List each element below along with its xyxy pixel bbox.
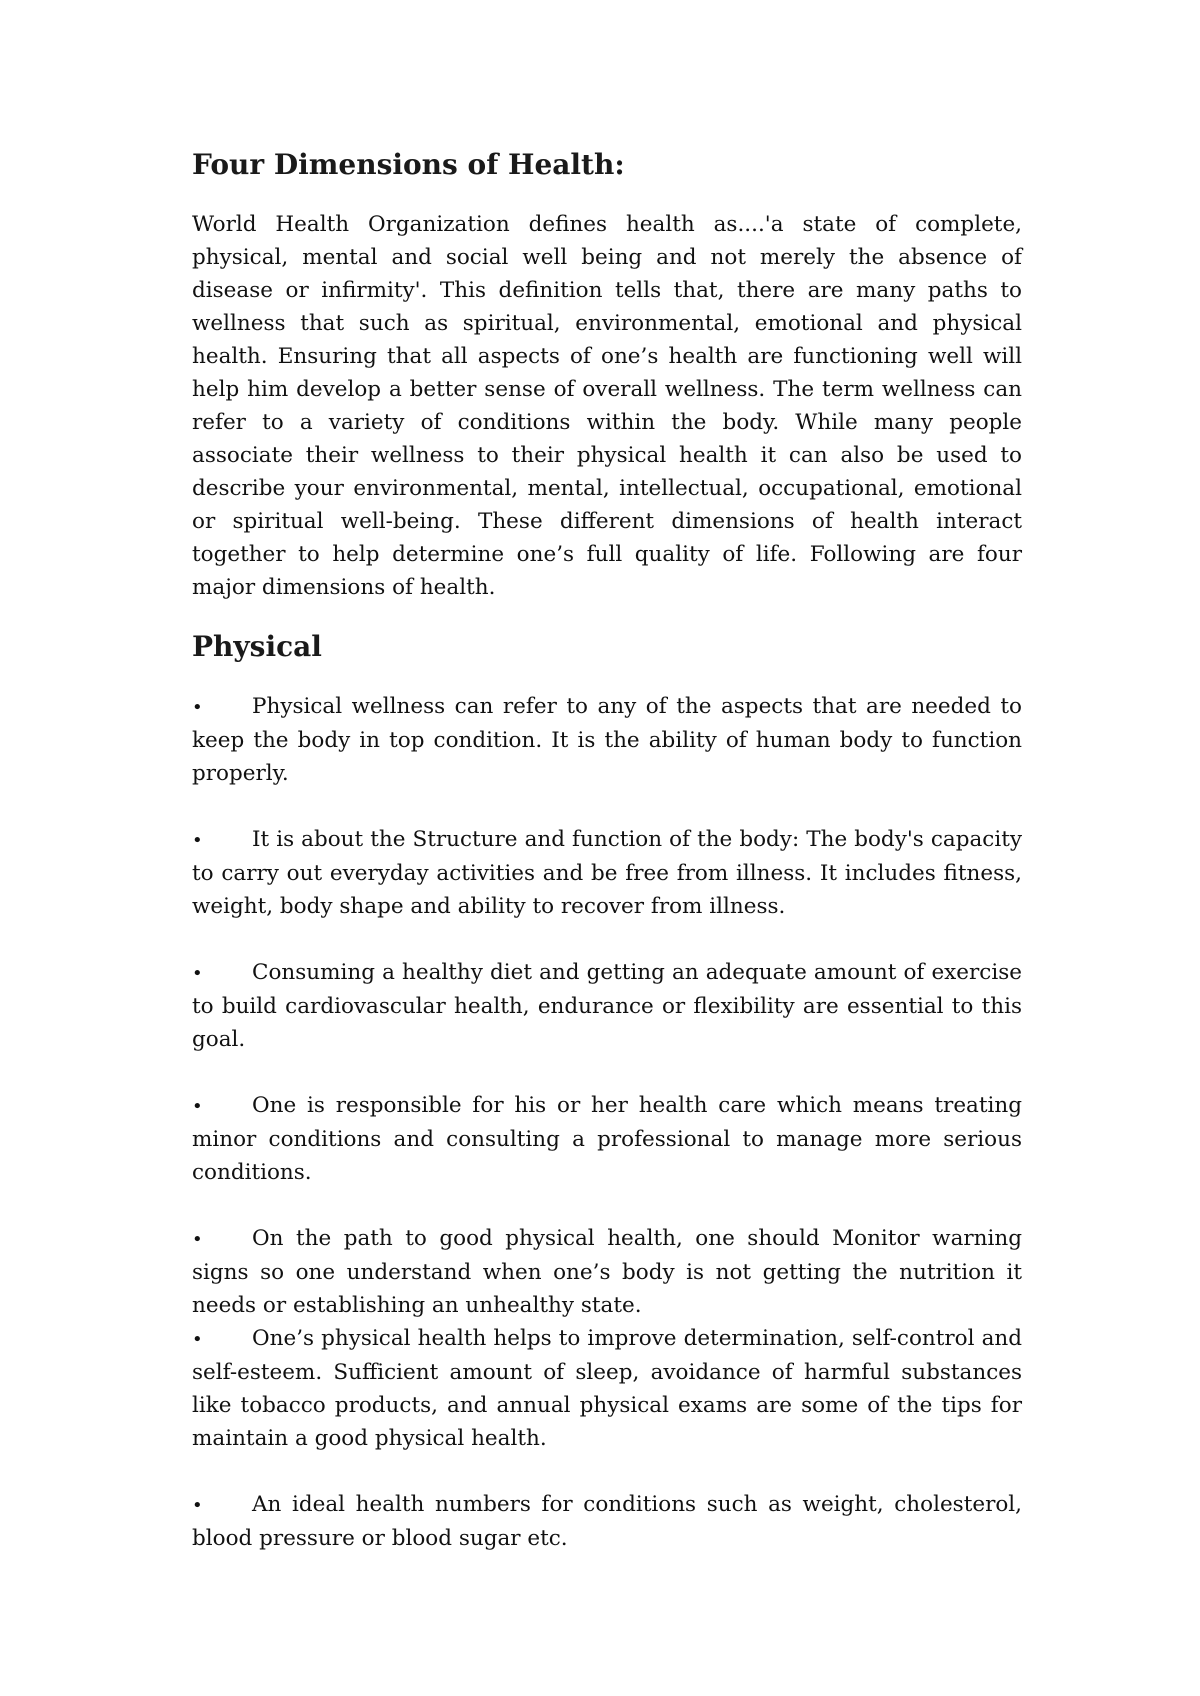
- bullet-item: [192, 1222, 1022, 1322]
- page-title: Four Dimensions of Health:: [192, 148, 625, 181]
- bullet-icon: •: [192, 1495, 203, 1516]
- section-heading-physical: Physical: [192, 630, 322, 663]
- bullet-item: [192, 823, 1022, 923]
- bullet-text: One’s physical health helps to improve determination, self-control and self-esteem. Sufficient amount of sleep, avoidance of harmful substances like tobacco products, and annual physical exams are some of the tips for maintain a good physical health.: [192, 1326, 1022, 1451]
- bullet-text: One is responsible for his or her health care which means treating minor conditions and consulting a professional to manage more serious conditions.: [192, 1093, 1022, 1185]
- bullet-text: Physical wellness can refer to any of the aspects that are needed to keep the body in top condition. It is the ability of human body to function properly.: [192, 694, 1022, 786]
- bullet-icon: •: [192, 963, 203, 984]
- bullet-text: It is about the Structure and function of the body: The body's capacity to carry out everyday activities and be free from illness. It includes fitness, weight, body shape and ability to recover from illness.: [192, 827, 1022, 919]
- bullet-item: [192, 690, 1022, 790]
- bullet-text: Consuming a healthy diet and getting an adequate amount of exercise to build cardiovascular health, endurance or flexibility are essential to this goal.: [192, 960, 1022, 1052]
- bullet-item: [192, 956, 1022, 1056]
- bullet-item: [192, 1089, 1022, 1189]
- bullet-icon: •: [192, 1096, 203, 1117]
- bullet-icon: •: [192, 1229, 203, 1250]
- bullet-item: [192, 1488, 1022, 1555]
- bullet-text: On the path to good physical health, one should Monitor warning signs so one understand when one’s body is not getting the nutrition it needs or establishing an unhealthy state.: [192, 1226, 1022, 1318]
- bullet-item: [192, 1322, 1022, 1455]
- document-page: [192, 148, 1022, 1555]
- bullet-icon: •: [192, 1329, 203, 1350]
- bullet-icon: •: [192, 830, 203, 851]
- bullet-icon: •: [192, 697, 203, 718]
- bullet-text: An ideal health numbers for conditions such as weight, cholesterol, blood pressure or blood sugar etc.: [192, 1492, 1022, 1551]
- intro-paragraph: World Health Organization defines health as....'a state of complete, physical, mental and social well being and not merely the absence of disease or infirmity'. This definition tells that, there are many paths to wellness that such as spiritual, environmental, emotional and physical health. Ensuring that all aspects of one’s health are functioning well will help him develop a better sense of overall wellness. The term wellness can refer to a variety of conditions within the body. While many people associate their wellness to their physical health it can also be used to describe your environmental, mental, intellectual, occupational, emotional or spiritual well-being. These different dimensions of health interact together to help determine one’s full quality of life. Following are four major dimensions of health.: [192, 212, 1022, 600]
